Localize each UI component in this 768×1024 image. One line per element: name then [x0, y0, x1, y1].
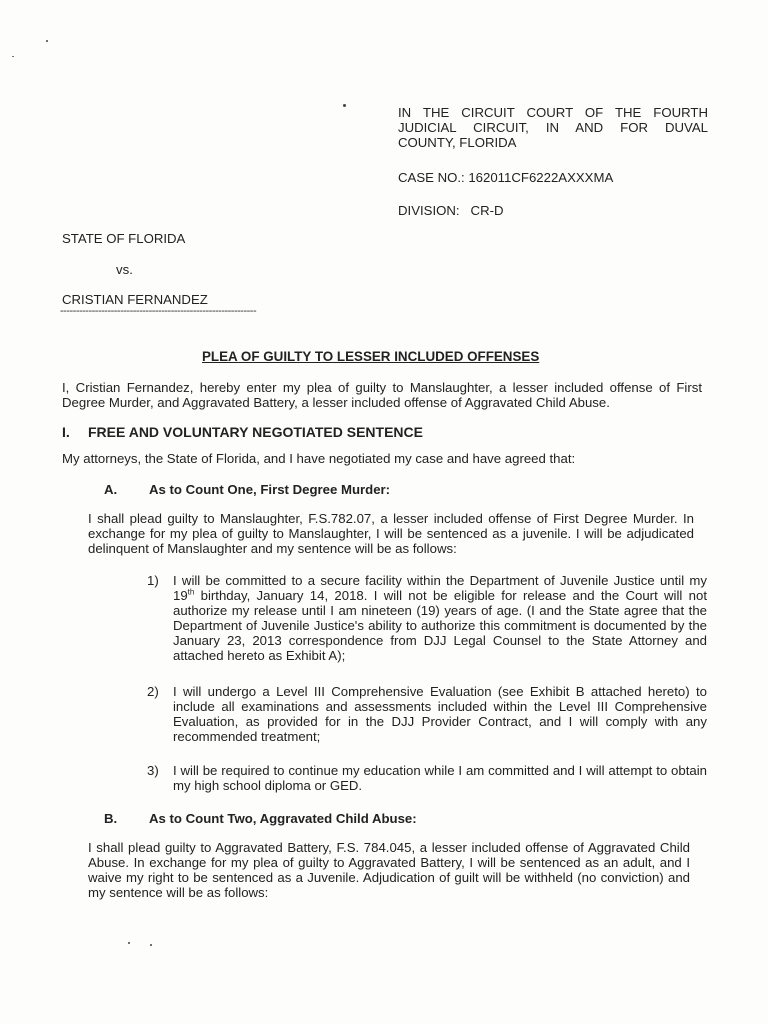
- section-title: FREE AND VOLUNTARY NEGOTIATED SENTENCE: [88, 424, 423, 440]
- court-heading-line: IN THE CIRCUIT COURT OF THE FOURTH: [398, 105, 708, 120]
- caption-divider: --------------------------------------------------------------: [60, 305, 257, 317]
- list-item-text: I will be required to continue my education while I am committed and I will attempt to obtain my high school diploma or GED.: [173, 763, 707, 793]
- section-heading: [62, 425, 423, 440]
- section-number: I.: [62, 424, 70, 440]
- list-item-text-part: birthday, January 14, 2018. I will not be eligible for release and the Court will not authorize my release until I am nineteen (19) years of age. (I and the State agree that the Department of Juvenile Justice's ability to authorize this commitment is documented by the January 23, 2013 correspondence from DJJ Legal Counsel to the State Attorney and attached hereto as Exhibit A);: [173, 588, 707, 663]
- list-item: [147, 573, 707, 663]
- list-item-text: I will undergo a Level III Comprehensive Evaluation (see Exhibit B attached hereto) to include all examinations and assessments included within the Level III Comprehensive Evaluation, as provided for in the DJJ Provider Contract, and I will comply with any recommended treatment;: [173, 684, 707, 744]
- scan-speck: [343, 104, 346, 107]
- list-item-number: 1): [147, 573, 159, 588]
- court-heading-line: JUDICIAL CIRCUIT, IN AND FOR DUVAL: [398, 120, 708, 135]
- count-title: As to Count Two, Aggravated Child Abuse:: [149, 811, 417, 826]
- list-item: [147, 763, 707, 793]
- list-item-number: 2): [147, 684, 159, 699]
- count-one-paragraph: I shall plead guilty to Manslaughter, F.S.782.07, a lesser included offense of First Degree Murder. In exchange for my plea of guilty to Manslaughter, I will be sentenced as a juvenile. I will be adjudicated delinquent of Manslaughter and my sentence will be as follows:: [88, 511, 694, 556]
- count-title: As to Count One, First Degree Murder:: [149, 482, 391, 497]
- ordinal-suffix: th: [187, 587, 195, 597]
- section-text: My attorneys, the State of Florida, and I have negotiated my case and have agreed that:: [62, 451, 576, 466]
- list-item-text: [173, 573, 707, 663]
- court-heading: [398, 105, 708, 150]
- scan-speck: [12, 56, 14, 57]
- defendant-name: CRISTIAN FERNANDEZ: [62, 292, 208, 307]
- scan-speck: [128, 942, 130, 944]
- count-letter: A.: [104, 482, 118, 497]
- list-item: [147, 684, 707, 744]
- count-two-heading: [104, 811, 417, 826]
- count-two-paragraph: I shall plead guilty to Aggravated Battery, F.S. 784.045, a lesser included offense of Aggravated Child Abuse. In exchange for my plea of guilty to Aggravated Battery, I will be sentenced as an adult, and I waive my right to be sentenced as a Juvenile. Adjudication of guilt will be withheld (no conviction) and my sentence will be as follows:: [88, 840, 690, 900]
- document-title: PLEA OF GUILTY TO LESSER INCLUDED OFFENSES: [202, 349, 540, 364]
- plaintiff-name: STATE OF FLORIDA: [62, 231, 186, 246]
- scan-speck: [150, 944, 152, 946]
- intro-paragraph: I, Cristian Fernandez, hereby enter my plea of guilty to Manslaughter, a lesser included offense of First Degree Murder, and Aggravated Battery, a lesser included offense of Aggravated Child Abuse.: [62, 380, 702, 410]
- list-item-text-part: I will be committed to a secure facility within the Department of Juvenile Justice until my 19: [173, 573, 707, 603]
- division: DIVISION: CR-D: [398, 203, 504, 218]
- count-one-heading: [104, 482, 390, 497]
- versus-label: vs.: [116, 262, 133, 277]
- court-heading-line: COUNTY, FLORIDA: [398, 135, 517, 150]
- list-item-number: 3): [147, 763, 159, 778]
- scan-speck: [46, 40, 48, 42]
- case-number: CASE NO.: 162011CF6222AXXXMA: [398, 170, 614, 185]
- count-letter: B.: [104, 811, 118, 826]
